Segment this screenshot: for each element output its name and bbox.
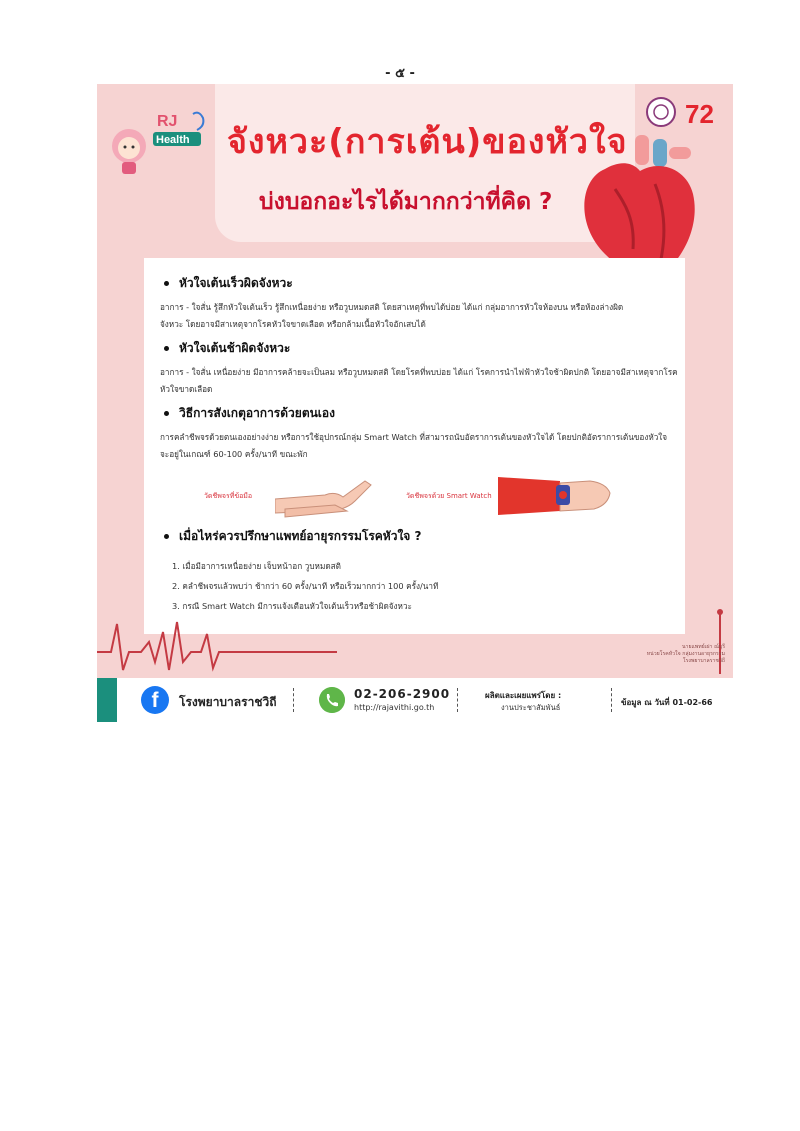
watch-pulse-label: วัดชีพจรด้วย Smart Watch bbox=[406, 492, 492, 500]
data-date: ข้อมูล ณ วันที่ 01-02-66 bbox=[621, 698, 713, 707]
body-line: หัวใจขาดเลือด bbox=[160, 384, 213, 394]
page-number: - ๕ - bbox=[385, 66, 415, 81]
body-line: จะอยู่ในเกณฑ์ 60-100 ครั้ง/นาที ขณะพัก bbox=[160, 449, 308, 459]
phone-number: 02-206-2900 bbox=[354, 687, 451, 701]
section-body bbox=[160, 429, 669, 463]
poster-title: จังหวะ(การเต้น)ของหัวใจ bbox=[227, 122, 628, 162]
facebook-icon: f bbox=[141, 686, 169, 714]
author-credit bbox=[605, 644, 725, 665]
body-line: อาการ - ใจสั่น รู้สึกหัวใจเต้นเร็ว รู้สึกเหนื่อยง่าย หรือวูบหมดสติ โดยสาเหตุที่พบได้บ่อย ได้แก่ กลุ่มอาการหัวใจห้องบน หรือห้องล่างผิด bbox=[160, 302, 624, 312]
divider bbox=[457, 688, 458, 712]
anniversary-logo: 72 bbox=[685, 99, 714, 129]
body-line: การคลำชีพจรด้วยตนเองอย่างง่าย หรือการใช้อุปกรณ์กลุ่ม Smart Watch ที่สามารถนับอัตราการเต้นของหัวใจได้ โดยปกติอัตราการเต้นของหัวใจ bbox=[160, 432, 668, 442]
heading-text: เมื่อไหร่ควรปรึกษาแพทย์อายุรกรรมโรคหัวใจ ? bbox=[179, 529, 422, 543]
poster-footer bbox=[97, 678, 733, 722]
phone-icon bbox=[319, 687, 345, 713]
list-item: 1. เมื่อมีอาการเหนื่อยง่าย เจ็บหน้าอก วูบหมดสติ bbox=[172, 561, 341, 571]
credit-line: นายแพทย์เผ่า ณ์บุรี bbox=[682, 644, 725, 650]
section-heading bbox=[160, 527, 669, 546]
list-item: 2. คลำชีพจรแล้วพบว่า ช้ากว่า 60 ครั้ง/นาที หรือเร็วมากกว่า 100 ครั้ง/นาที bbox=[172, 581, 439, 591]
credit-line: โรงพยาบาลราชวิถี bbox=[682, 658, 725, 664]
list-item: 3. กรณี Smart Watch มีการแจ้งเตือนหัวใจเต้นเร็วหรือช้าผิดจังหวะ bbox=[172, 601, 412, 611]
body-line: จังหวะ โดยอาจมีสาเหตุจากโรคหัวใจขาดเลือด หรือกล้ามเนื้อหัวใจอักเสบได้ bbox=[160, 319, 426, 329]
consult-steps bbox=[160, 556, 669, 616]
heading-text: วิธีการสังเกตุอาการด้วยตนเอง bbox=[179, 406, 335, 420]
heading-text: หัวใจเต้นช้าผิดจังหวะ bbox=[179, 341, 291, 355]
poster-subtitle: บ่งบอกอะไรได้มากกว่าที่คิด ? bbox=[259, 189, 553, 215]
website-link[interactable]: http://rajavithi.go.th bbox=[354, 703, 435, 712]
divider bbox=[611, 688, 612, 712]
health-text: Health bbox=[156, 134, 190, 146]
produced-by-label: ผลิตและเผยแพร่โดย : bbox=[485, 691, 562, 700]
content-card bbox=[144, 258, 685, 634]
infographic-poster bbox=[97, 84, 733, 678]
section-heading bbox=[160, 404, 669, 423]
section-body bbox=[160, 364, 678, 398]
smartwatch-illustration bbox=[498, 471, 618, 521]
hospital-logos bbox=[643, 92, 727, 132]
ekg-line bbox=[97, 612, 337, 674]
section-body bbox=[160, 299, 669, 333]
divider bbox=[293, 688, 294, 712]
section-heading bbox=[160, 274, 669, 293]
pulse-illustrations bbox=[160, 471, 669, 521]
heading-text: หัวใจเต้นเร็วผิดจังหวะ bbox=[179, 276, 293, 290]
credit-line: หน่วยโรคหัวใจ กลุ่มงานอายุรกรรม bbox=[646, 651, 725, 657]
hospital-name: โรงพยาบาลราชวิถี bbox=[179, 695, 277, 709]
footer-accent bbox=[97, 678, 117, 722]
rj-text: RJ bbox=[157, 113, 178, 130]
wrist-pulse-illustration bbox=[275, 471, 375, 521]
wrist-pulse-label: วัดชีพจรที่ข้อมือ bbox=[204, 492, 253, 500]
section-heading bbox=[160, 339, 669, 358]
rj-health-mascot-logo bbox=[105, 106, 215, 176]
producer-unit: งานประชาสัมพันธ์ bbox=[501, 703, 561, 712]
body-line: อาการ - ใจสั่น เหนื่อยง่าย มีอาการคล้ายจะเป็นลม หรือวูบหมดสติ โดยโรคที่พบบ่อย ได้แก่ โรคการนำไฟฟ้าหัวใจช้าผิดปกติ โดยอาจมีสาเหตุจากโรค bbox=[160, 367, 678, 377]
